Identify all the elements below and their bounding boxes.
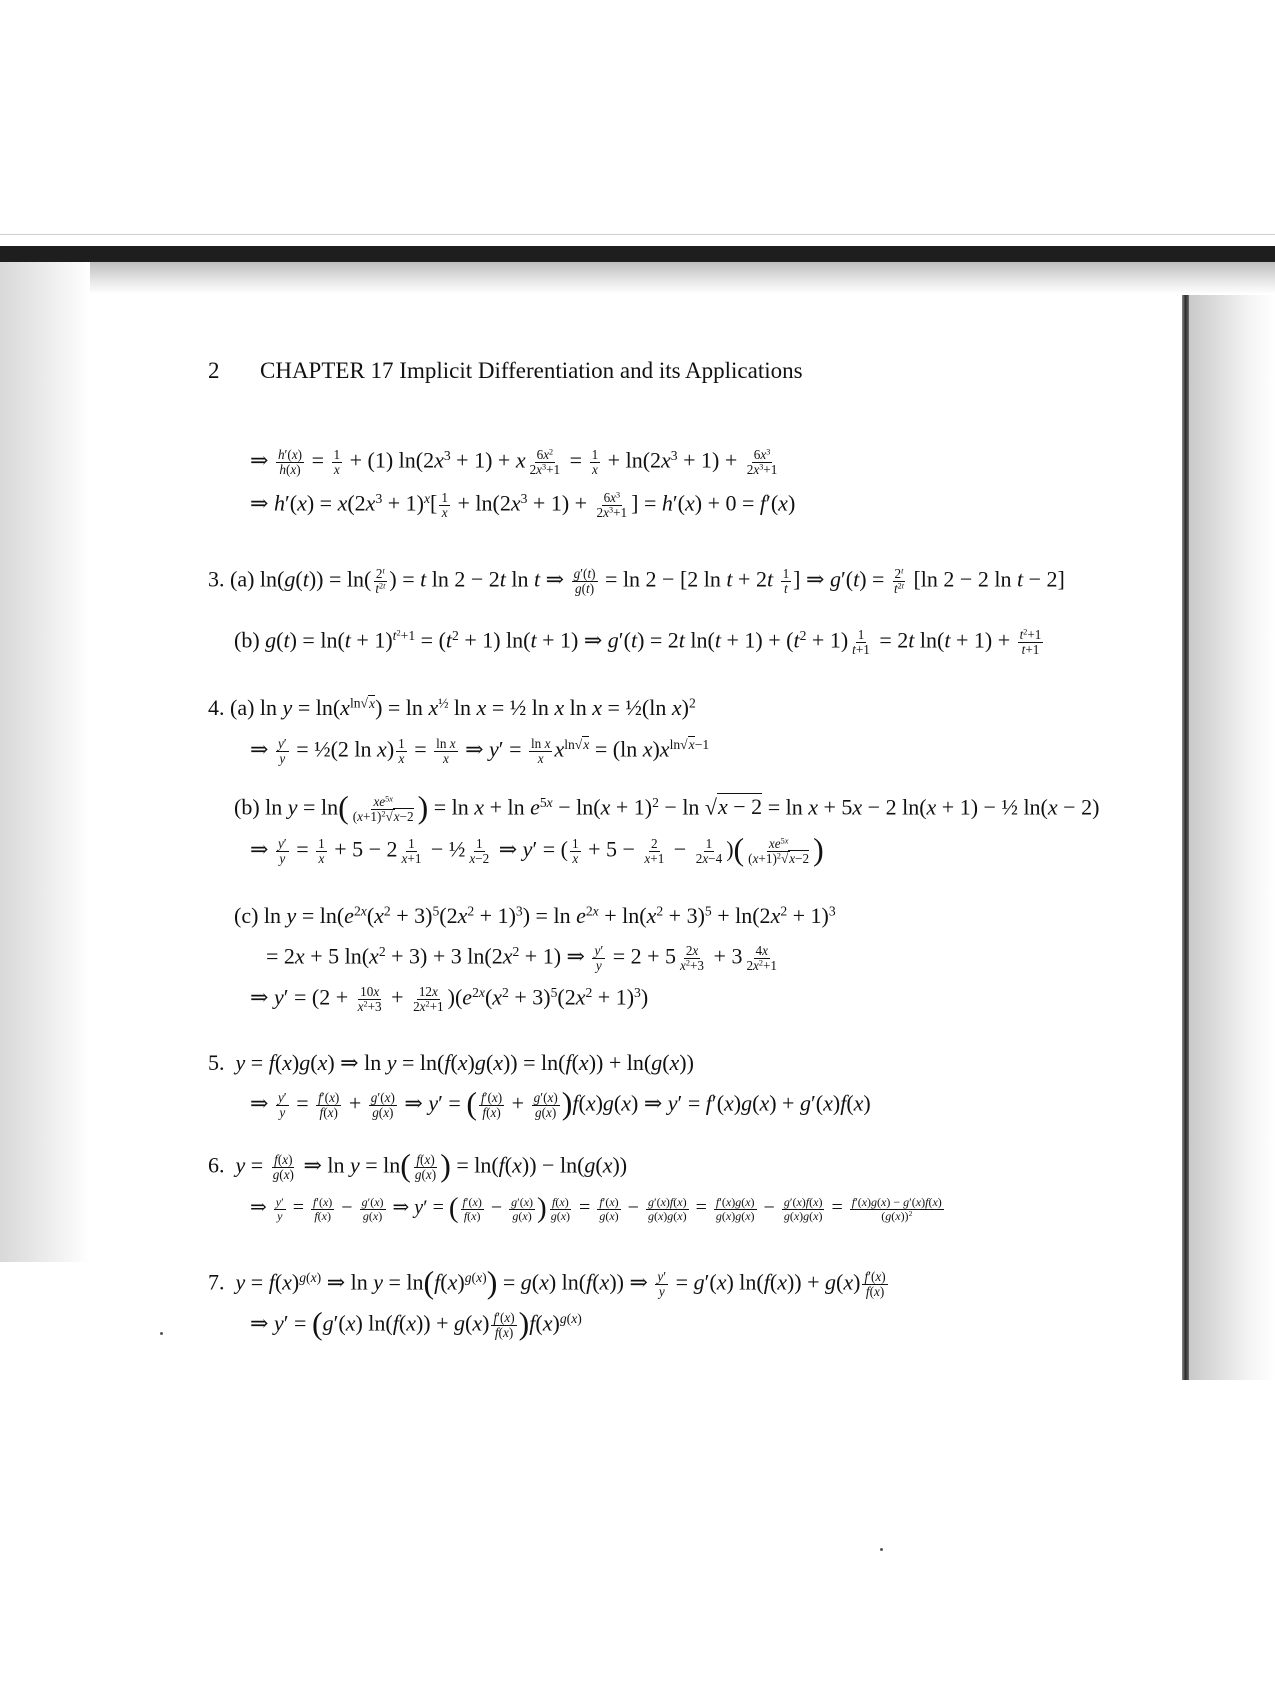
equation-line: ⇒ $\frac{y'}{y}$ = $\frac{f'(x)}{f(x)}$ − $\frac{g'(x)}{g(x)}$ ⇒ y′ = ( $\frac{f'(x)}{f(x)}$ − $\frac{g'(x)}{g(x)}$ ) $\frac{f(x)}{g(x)}$ = $\frac{f'(x)}{g(x)}$ − $\frac{g'(x)f(x)}{g(x)g(x)}$ = $\frac{f'(x)g(x)}{g(x)g(x)}$ − $\frac{g'(x)f(x)}{g(x)g(x)}$ = $\frac{f'(x)g(x) - g'(x)f(x)}{(g(x))^2}$	[250, 1192, 942, 1225]
equation-line: 6. y = $\frac{f(x)}{g(x)}$ ⇒ ln y = ln( $\frac{f(x)}{g(x)}$ ) = ln(f(x)) − ln(g(x))	[208, 1148, 628, 1184]
part-label: (b)	[234, 627, 260, 653]
scan-dark-band	[0, 246, 1275, 262]
chapter-header	[208, 358, 803, 384]
equation-line: (c) $\ln y = \ln(e^{2x}(x^2 + 3)^5(2x^2 + 1)^3) = \ln e^{2x} + \ln(x^2 + 3)^5 + \ln(2x^2 + 1)^3$	[234, 903, 836, 928]
part-label: (b)	[234, 794, 260, 820]
equation-line: ⇒ $\frac{y'}{y}$ = $\frac{1}{x}$ + 5 − 2 $\frac{1}{x+1}$ − ½ $\frac{1}{x-2}$ ⇒ y′ = ( $\frac{1}{x}$ + 5 − $\frac{2}{x+1}$ − $\frac{1}{2x-4}$ )( $\frac{xe^{5x}}{(x+1)^2√x-2}$ )	[250, 832, 824, 868]
scan-left-shadow	[0, 262, 90, 1262]
page-number: 2	[208, 358, 220, 383]
equation-line: = 2x + 5 $\ln(x^2 + 3) + 3$ $\ln(2x^2 + 1)$ ⇒ $\frac{y'}{y}$ = 2 + 5 $\frac{2x}{x^2+3}$ + 3 $\frac{4x}{2x^2+1}$	[266, 943, 778, 973]
scan-shadow	[0, 262, 1275, 294]
page-right-shadow	[1189, 295, 1275, 1380]
equation-line: 4. (a) $\ln y = \ln(x^{ln√x}) = \ln x^{\frac{1}{2}}$ ln x = ½ ln x ln x = ½(ln x)$^2$	[208, 695, 696, 720]
speck	[880, 1548, 883, 1551]
equation-line: 7. $y = f(x)^{g(x)}$ ⇒ $\ln y = \ln(f(x)^{g(x)}) = g(x)$ ln(f(x)) ⇒ $\frac{y'}{y}$ = g′(x) ln(f(x)) + g(x) $\frac{f'(x)}{f(x)}$	[208, 1265, 886, 1301]
part-label: (a)	[230, 566, 255, 592]
problem-number: 6.	[208, 1152, 225, 1178]
chapter-title: CHAPTER 17 Implicit Differentiation and its Applications	[260, 358, 803, 383]
equation-line: 5. y = f(x)g(x) ⇒ ln y = ln(f(x)g(x)) = ln(f(x)) + ln(g(x))	[208, 1050, 694, 1075]
problem-number: 5.	[208, 1050, 225, 1075]
page-right-edge	[1182, 295, 1189, 1380]
equation-line: ⇒ y′ = (2 + $\frac{10x}{x^2+3}$ + $\frac{12x}{2x^2+1}$ )$(e^{2x}(x^2 + 3)^5(2x^2 + 1)^3)$	[250, 984, 649, 1014]
scan-top-line	[0, 234, 1275, 235]
equation-line: (b) $g(t) = \ln(t + 1)^{t^2+1} = (t^2 + 1)$ ln(t + 1) ⇒ g′(t) = 2t $\ln(t + 1) + (t^2 + 1)$ $\frac{1}{t+1}$ = 2t ln(t + 1) + $\frac{t^2+1}{t+1}$	[234, 627, 1042, 657]
problem-number: 3.	[208, 566, 225, 592]
part-label: (a)	[230, 695, 255, 720]
part-label: (c)	[234, 903, 259, 928]
equation-line: (b) ln y = ln( $\frac{xe^{5x}}{(x+1)^2√x-2}$ ) = $\ln x + \ln e^{5x} - \ln(x + 1)^2 - \ln √x - 2 = \ln x + 5x - 2$ ln(x + 1) − ½ ln(x − 2)	[234, 790, 1100, 826]
speck	[160, 1332, 163, 1335]
problem-number: 4.	[208, 695, 225, 720]
equation-line: ⇒ $\frac{y'}{y}$ = $\frac{f'(x)}{f(x)}$ + $\frac{g'(x)}{g(x)}$ ⇒ y′ = ( $\frac{f'(x)}{f(x)}$ + $\frac{g'(x)}{g(x)}$ )f(x)g(x) ⇒ y′ = f′(x)g(x) + g′(x)f(x)	[250, 1086, 871, 1122]
equation-line: ⇒ $h'(x) = x(2x^3 + 1)^x$[ $\frac{1}{x}$ + $\ln(2x^3 + 1)$ + $\frac{6x^3}{2x^3+1}$ ] = h′(x) + 0 = f′(x)	[250, 490, 796, 520]
problem-number: 7.	[208, 1269, 225, 1295]
equation-line: ⇒ $\frac{h'(x)}{h(x)}$ = $\frac{1}{x}$ + (1) $\ln(2x^3 + 1) + x$ $\frac{6x^2}{2x^3+1}$ = $\frac{1}{x}$ + $\ln(2x^3 + 1)$ + $\frac{6x^3}{2x^3+1}$	[250, 447, 778, 477]
equation-line: 3. (a) ln(g(t)) = ln( $\frac{2^t}{t^{2t}}$ ) = t ln 2 − 2t ln t ⇒ $\frac{g'(t)}{g(t)}$ = ln 2 − [2 ln t + 2t $\frac{1}{t}$ ] ⇒ g′(t) = $\frac{2^t}{t^{2t}}$ [ln 2 − 2 ln t − 2]	[208, 566, 1065, 596]
equation-line: ⇒ y′ = (g′(x) ln(f(x)) + g(x) $\frac{f'(x)}{f(x)}$ )$f(x)^{g(x)}$	[250, 1306, 582, 1342]
equation-line: ⇒ $\frac{y'}{y}$ = ½(2 ln x) $\frac{1}{x}$ = $\frac{\text{ln x}}{x}$ ⇒ y′ = $\frac{\text{ln x}}{x}$ $x^{ln√x} = (\ln$ $x)x^{ln√x-1}$	[250, 736, 710, 766]
